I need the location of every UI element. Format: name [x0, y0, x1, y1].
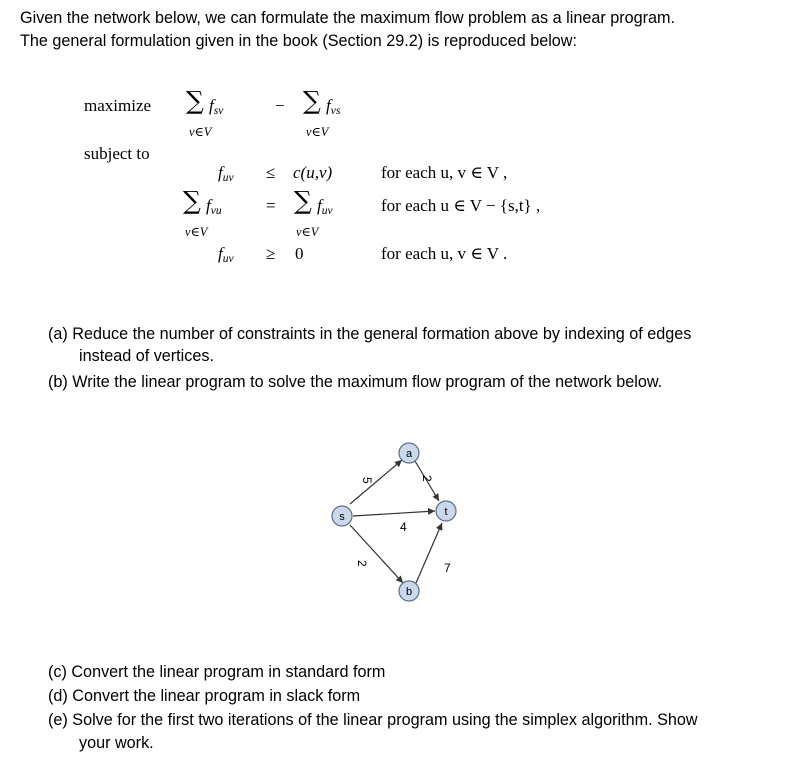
constraint-1-rhs: c(u,v)	[293, 163, 333, 182]
question-e-continued: your work.	[79, 734, 154, 752]
question-a: (a) Reduce the number of constraints in the general formation above by indexing of edges	[48, 325, 692, 343]
question-e: (e) Solve for the first two iterations of the linear program using the simplex algorithm. Show	[48, 711, 698, 729]
sum-symbol: ∑	[294, 186, 312, 215]
edge-s-b	[350, 525, 403, 583]
sum-index: v∈V	[185, 225, 208, 239]
question-b: (b) Write the linear program to solve the maximum flow program of the network below.	[48, 373, 663, 391]
edge-label-s-a: 5	[360, 477, 374, 484]
question-c: (c) Convert the linear program in standard form	[48, 663, 386, 681]
constraint-2-lhs: fvu	[206, 196, 222, 217]
edge-b-t	[416, 523, 442, 583]
edge-label-a-t: 2	[420, 475, 434, 482]
objective-term-fsv: fsv	[209, 96, 224, 117]
sum-index: v∈V	[189, 125, 212, 139]
edge-s-t	[353, 511, 435, 516]
edge-s-a	[350, 460, 402, 504]
edge-label-b-t: 7	[444, 561, 451, 575]
node-label-a: a	[405, 448, 413, 460]
question-a-continued: instead of vertices.	[79, 347, 214, 365]
sum-symbol: ∑	[183, 186, 201, 215]
edge-label-s-t: 4	[400, 520, 407, 534]
minus-sign: −	[275, 96, 285, 115]
network-graph	[320, 428, 470, 608]
node-label-s: s	[339, 511, 345, 523]
node-label-b: b	[405, 586, 413, 598]
sum-symbol: ∑	[186, 86, 204, 115]
objective-term-fvs: fvs	[326, 96, 341, 117]
constraint-2-relation: =	[266, 196, 276, 215]
subject-to-label: subject to	[84, 144, 150, 163]
sum-symbol: ∑	[303, 86, 321, 115]
constraint-3-condition: for each u, v ∈ V .	[381, 244, 508, 263]
edge-label-s-b: 2	[355, 560, 369, 567]
sum-index: v∈V	[296, 225, 319, 239]
constraint-2-rhs: fuv	[317, 196, 333, 217]
constraint-1-relation: ≤	[266, 163, 276, 182]
question-d: (d) Convert the linear program in slack form	[48, 687, 361, 705]
constraint-1-lhs: fuv	[218, 163, 234, 184]
constraint-3-rhs: 0	[295, 244, 304, 263]
constraint-3-lhs: fuv	[218, 244, 234, 265]
node-label-t: t	[444, 506, 448, 518]
intro-line-2: The general formulation given in the book (Section 29.2) is reproduced below:	[20, 32, 577, 50]
constraint-1-condition: for each u, v ∈ V ,	[381, 163, 508, 182]
constraint-3-relation: ≥	[266, 244, 276, 263]
intro-line-1: Given the network below, we can formulate the maximum flow problem as a linear program.	[20, 9, 675, 27]
sum-index: v∈V	[306, 125, 329, 139]
constraint-2-condition: for each u ∈ V − {s,t} ,	[381, 196, 541, 215]
maximize-label: maximize	[84, 96, 152, 115]
